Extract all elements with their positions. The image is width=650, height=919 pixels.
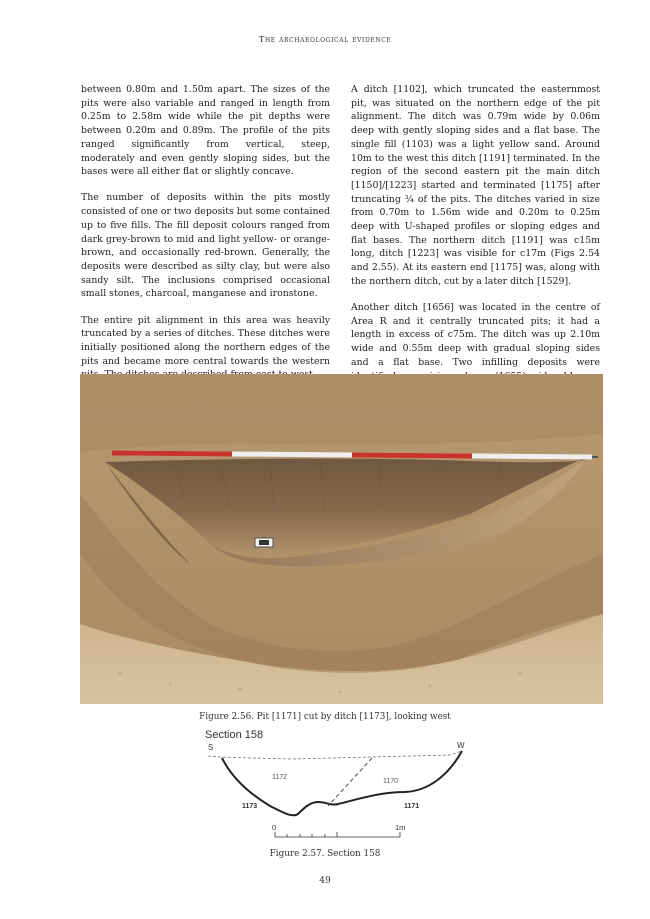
- left-column: [81, 83, 330, 395]
- running-header-rest: he archaeological evidence: [264, 35, 392, 45]
- running-header-initial: T: [258, 35, 265, 45]
- running-header: [0, 35, 650, 45]
- excavation-photo: [80, 374, 603, 704]
- scale-bar: [275, 832, 400, 837]
- cut-label-right: 1171: [404, 803, 420, 810]
- page-number: 49: [319, 876, 331, 886]
- paragraph: The number of deposits within the pits mostly consisted of one or two deposits but some contained up to five fills. The fill deposit colours ranged from dark grey-brown to mid and light yellow- or orange-brown, and occasionally red-brown. Generally, the deposits were described as silty clay, but were also sandy silt. The inclusions comprised occasional small stones, charcoal, manganese and ironstone.: [81, 192, 330, 300]
- right-column: [351, 83, 600, 409]
- compass-right-label: W: [457, 741, 465, 750]
- paragraph: between 0.80m and 1.50m apart. The sizes of the pits were also variable and ranged in length from 0.25m to 2.58m wide while the pit depths were between 0.20m and 0.89m. The profile of the pits ranged significantly from vertical, steep, moderately and even gently sloping sides, but the bases were all either flat or slightly concave.: [81, 84, 330, 178]
- photo-board: [255, 538, 273, 547]
- compass-left-label: S: [208, 743, 214, 752]
- figure-2-56-caption: Figure 2.56. Pit [1171] cut by ditch [1173], looking west: [199, 712, 451, 722]
- figure-2-57-caption: Figure 2.57. Section 158: [269, 849, 381, 859]
- fill-label-left: 1172: [272, 774, 288, 781]
- paragraph: The entire pit alignment in this area was heavily truncated by a series of ditches. These ditches were initially positioned along the northern edges of the pits and became more central towards the western: [81, 314, 330, 367]
- cut-boundary: [328, 758, 372, 806]
- section-title: Section 158: [205, 729, 264, 741]
- ground-line: [208, 751, 462, 759]
- fill-label-right: 1170: [383, 778, 399, 785]
- section-profile: [222, 751, 462, 815]
- paragraph: Another ditch [1656] was located in the centre of Area R and it centrally truncated pits; it had a length in excess of c75m. The ditch was up 2.10m wide and 0.55m deep with gradual sloping sides and a flat base. Two infilling deposits were: [351, 302, 600, 368]
- scale-end-label: 1m: [395, 823, 406, 832]
- cut-label-left: 1173: [242, 803, 258, 810]
- section-158-drawing: [200, 726, 490, 852]
- paragraph: A ditch [1102], which truncated the easternmost pit, was situated on the northern edge of the pit alignment. The ditch was 0.79m wide by 0.06m deep with gently sloping sides and a flat base. The single fill (1103) was a light yellow sand. Around 10m to the west this ditch [1191] terminated. In the region of the second eastern pit the main ditch [1150]/[1223] started and terminated [1175] after truncating ¾ of the pits. The ditches varied in size from 0.70m to 1.56m wide and 0.20m to 0.25m deep with U-shaped profiles or sloping edges and flat bases. The northern ditch [1191] was c15m long, ditch [1223] was visible for c17m (Figs 2.54 and 2.55). At its eastern end [1175] was, along with the northern ditch, cut by a later ditch [1529].: [351, 84, 600, 287]
- scale-start-label: 0: [272, 823, 277, 832]
